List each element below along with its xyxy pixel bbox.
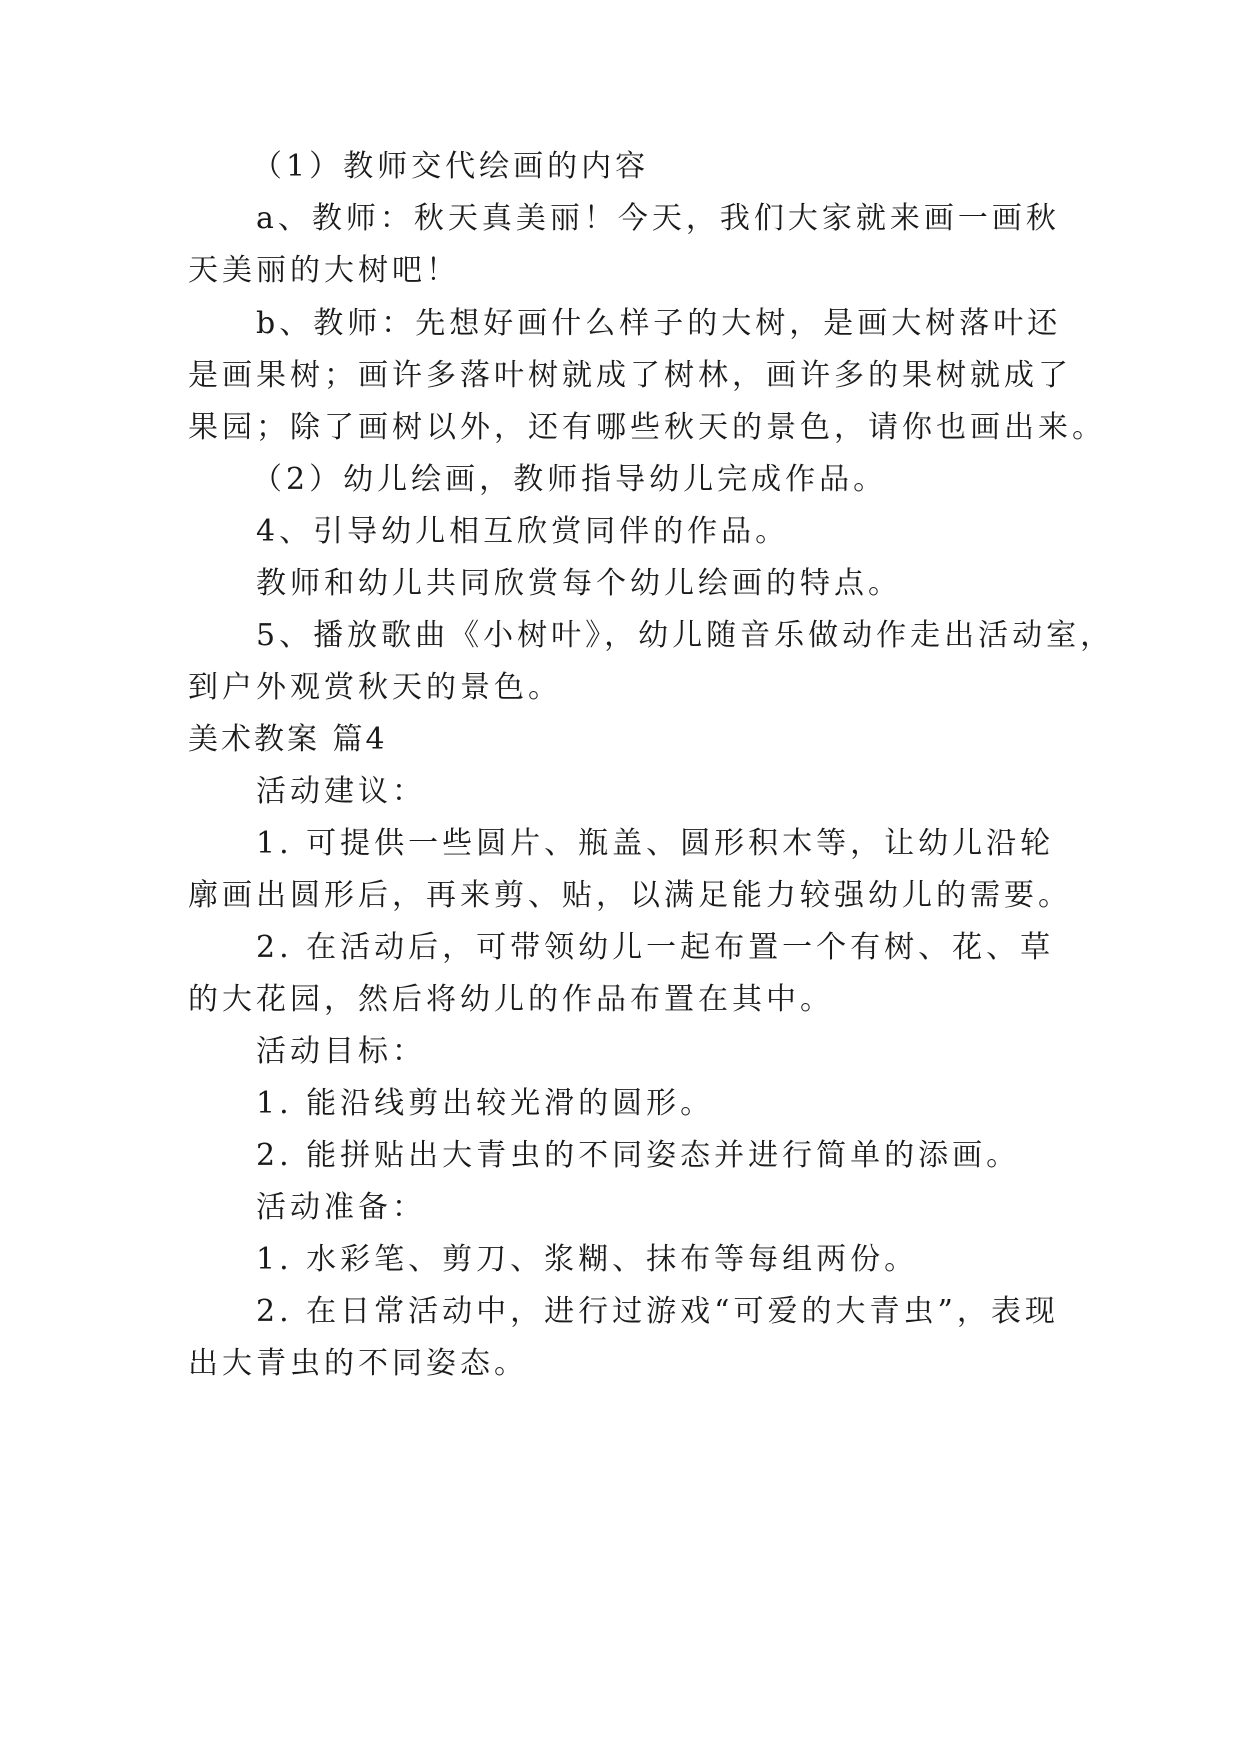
text-line: 活动目标： [256, 1034, 426, 1069]
section-heading: 美术教案 篇4 [188, 722, 388, 757]
text-line: （1）教师交代绘画的内容 [252, 149, 650, 184]
text-line: 1. 可提供一些圆片、瓶盖、圆形积木等，让幼儿沿轮 [256, 826, 1055, 861]
text-line: （2）幼儿绘画，教师指导幼儿完成作品。 [252, 462, 888, 497]
text-line: 天美丽的大树吧！ [188, 253, 460, 288]
text-line: 是画果树；画许多落叶树就成了树林，画许多的果树就成了 [188, 358, 1072, 393]
text-line: 果园；除了画树以外，还有哪些秋天的景色，请你也画出来。 [188, 410, 1106, 445]
text-line: b、教师：先想好画什么样子的大树，是画大树落叶还 [256, 306, 1062, 341]
text-line: 2. 在活动后，可带领幼儿一起布置一个有树、花、草 [256, 930, 1055, 965]
text-line: 活动准备： [256, 1190, 426, 1225]
text-line: 2. 在日常活动中，进行过游戏“可爱的大青虫”，表现 [256, 1294, 1059, 1329]
text-line: a、教师：秋天真美丽！今天，我们大家就来画一画秋 [256, 201, 1060, 236]
text-line: 的大花园，然后将幼儿的作品布置在其中。 [188, 982, 834, 1017]
text-line: 活动建议： [256, 774, 426, 809]
text-line: 4、引导幼儿相互欣赏同伴的作品。 [256, 514, 790, 549]
text-line: 5、播放歌曲《小树叶》，幼儿随音乐做动作走出活动室， [256, 618, 1115, 653]
text-line: 1. 水彩笔、剪刀、浆糊、抹布等每组两份。 [256, 1242, 919, 1277]
text-line: 廓画出圆形后，再来剪、贴，以满足能力较强幼儿的需要。 [188, 878, 1072, 913]
text-line: 出大青虫的不同姿态。 [188, 1346, 528, 1381]
text-line: 教师和幼儿共同欣赏每个幼儿绘画的特点。 [256, 566, 902, 601]
text-line: 到户外观赏秋天的景色。 [188, 670, 562, 705]
text-line: 1. 能沿线剪出较光滑的圆形。 [256, 1086, 715, 1121]
text-line: 2. 能拼贴出大青虫的不同姿态并进行简单的添画。 [256, 1138, 1021, 1173]
